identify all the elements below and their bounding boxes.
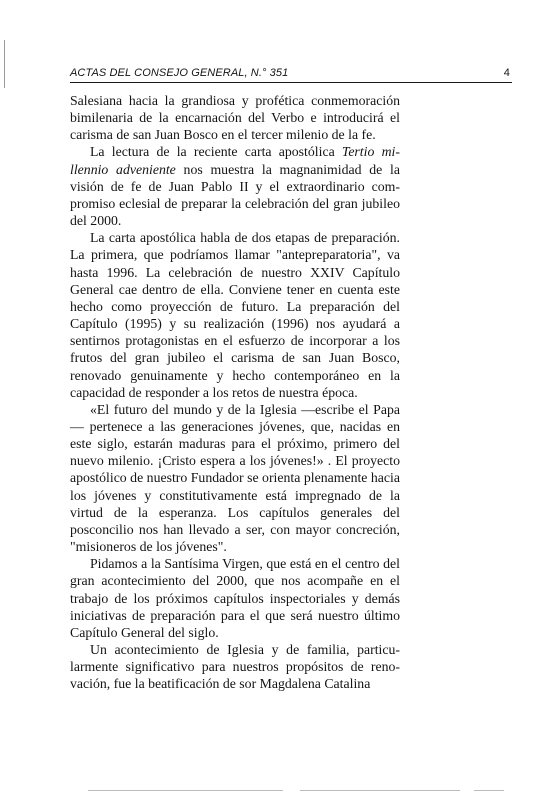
paragraph-3 [70,229,400,401]
bottom-rule [474,790,504,791]
body-text [70,92,400,692]
bottom-rule [300,790,460,791]
paragraph-3-text: La carta apostólica habla de dos etapas de preparación. La primera, que podríamos llamar "antepreparatoria", va hasta 1996. La celebración de nuestro XXIV Capítulo General cae dentro de ella. Conviene tener en cuenta este hecho como proyección de futuro. La preparación del Capítulo (1995) y su realización (1996) nos ayudará a sentirnos protagonistas en el esfuerzo de incorporar a los frutos del gran jubileo el carisma de san Juan Bosco, renovado genuinamente y hecho contemporáneo en la capacidad de responder a los retos de nuestra época. [70,230,400,400]
margin-mark [4,40,5,88]
paragraph-5 [70,555,400,641]
paragraph-4 [70,401,400,555]
paragraph-1-text: Salesiana hacia la grandiosa y profética conmemoración bimilenaria de la encarnación del Verbo e introducirá el carisma de san Juan Bosco en el tercer milenio de la fe. [70,93,400,143]
paragraph-5-text: Pidamos a la Santísima Virgen, que está en el centro del gran acontecimiento del 2000, que nos acompañe en el trabajo de los próximos capítulos inspectoriales y demás iniciativas de preparación para el que será nuestro último Capítulo General del siglo. [70,556,400,640]
running-header-title: ACTAS DEL CONSEJO GENERAL, N.° 351 [70,67,289,79]
paragraph-1 [70,92,400,143]
paragraph-2-text-start: La lectura de la reciente carta apostólica [90,144,342,160]
page-number: 4 [503,67,510,79]
paragraph-4-text: «El futuro del mundo y de la Iglesia —escribe el Papa— pertenece a las generaciones jóvenes, que, nacidas en este siglo, estarán maduras para el próximo, primero del nuevo milenio. ¡Cristo espera a los jóvenes!» . El proyecto apostólico de nuestro Fundador se orienta plenamente hacia los jóvenes y constitutivamente está impregnado de la virtud de la esperanza. Los capítulos generales del posconcilio nos han llevado a ser, con mayor concreción, "misioneros de los jóvenes". [70,401,400,555]
bottom-rule [88,790,283,791]
paragraph-6-text: Un acontecimiento de Iglesia y de familia, particularmente significativo para nuestros propósitos de renovación, fue la beatificación de sor Magdalena Catalina [70,642,400,692]
running-header [70,64,512,83]
document-title-italic: Tertio millennio adveniente [70,144,400,177]
paragraph-2-text-end: nos muestra la magnanimidad de la visión de fe de Juan Pablo II y el extraordinario compromiso eclesial de preparar la celebración del gran jubileo del 2000. [70,161,400,229]
paragraph-2 [70,143,400,229]
paragraph-6 [70,641,400,692]
